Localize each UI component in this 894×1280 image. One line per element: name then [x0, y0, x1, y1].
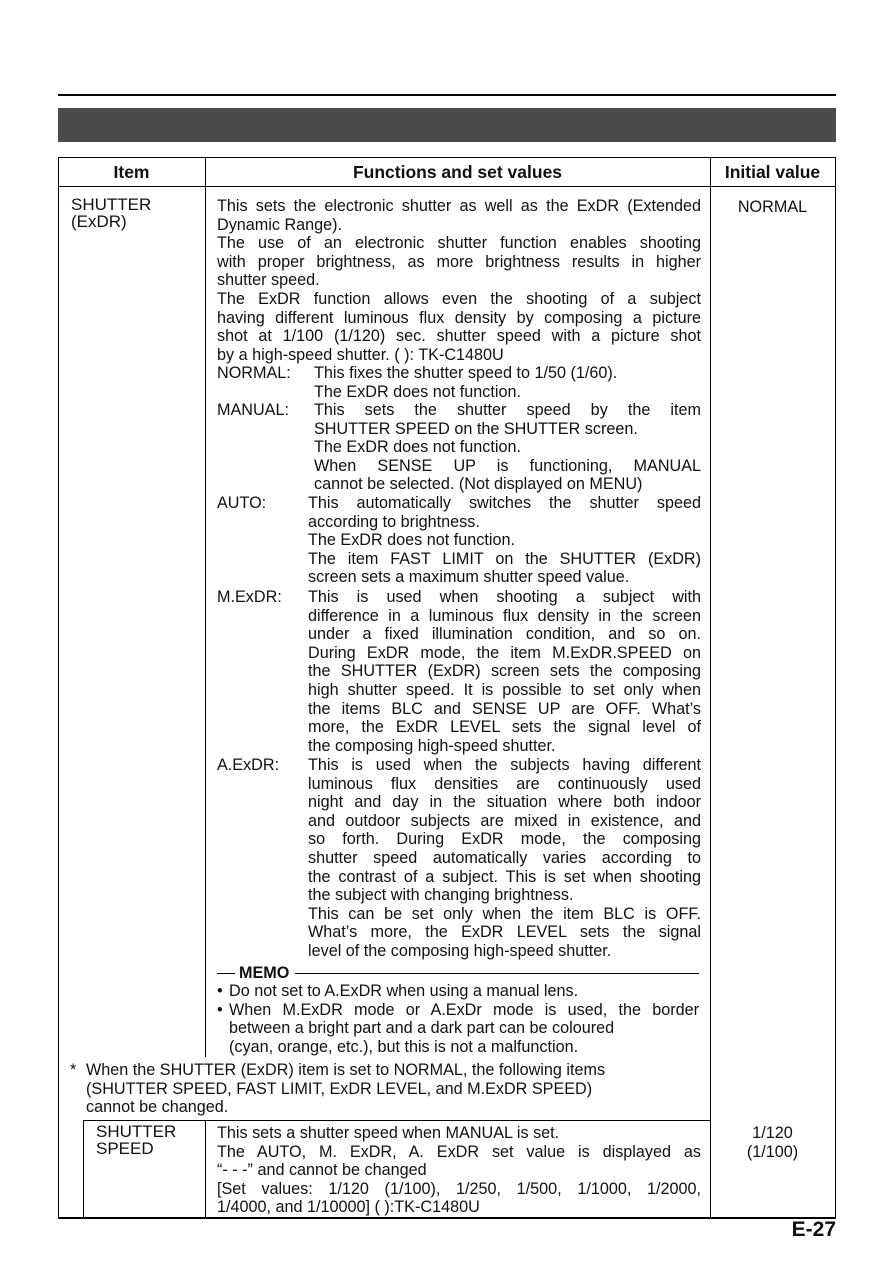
mode-label: MANUAL: — [217, 401, 289, 419]
header-initial-value: Initial value — [724, 162, 821, 182]
header-functions: Functions and set values — [352, 162, 563, 182]
mode-line: What’s more, the ExDR LEVEL sets the signal — [308, 923, 701, 942]
header-item: Item — [113, 162, 150, 182]
shutter-initial-value: NORMAL — [737, 198, 808, 216]
table-left-border — [58, 157, 59, 1217]
mode-line: the subject with changing brightness. — [308, 886, 574, 905]
header-bottom-border — [58, 186, 836, 187]
intro-line: with proper brightness, as more brightness results in higher — [217, 252, 701, 271]
memo-box — [217, 964, 699, 1056]
shutter-speed-name-line2: SPEED — [96, 1139, 154, 1158]
intro-line: Dynamic Range). — [217, 215, 343, 234]
initial-line1: 1/120 — [752, 1124, 793, 1142]
footnote-line: When the SHUTTER (ExDR) item is set to NORMAL, the following items — [86, 1061, 606, 1079]
shutter-speed-description — [217, 1124, 701, 1217]
footnote — [70, 1061, 710, 1117]
mode-line: under a fixed illumination condition, and so on. — [308, 625, 701, 644]
shutter-item-name — [71, 196, 151, 230]
mode-line: the SHUTTER (ExDR) screen sets the composing — [308, 662, 701, 681]
mode-line: SHUTTER SPEED on the SHUTTER screen. — [314, 419, 638, 438]
mode-line: and outdoor subjects are mixed in existence, and — [308, 811, 701, 830]
intro-line: The use of an electronic shutter function enables shooting — [217, 234, 701, 253]
memo-title: MEMO — [239, 963, 290, 982]
top-rule — [58, 94, 836, 96]
mode-line: according to brightness. — [308, 512, 480, 531]
mode-line: screen sets a maximum shutter speed value. — [308, 568, 630, 587]
shutter-speed-initial-value — [710, 1124, 835, 1161]
memo-header — [217, 964, 699, 982]
mode-line: the items BLC and SENSE UP are OFF. What’s — [308, 699, 701, 718]
memo-item — [217, 982, 699, 1001]
col-divider-item — [205, 157, 206, 1057]
mode-line: luminous flux densities are continuously used — [308, 774, 701, 793]
intro-line: shot at 1/100 (1/120) sec. shutter speed with a picture shot — [217, 327, 701, 346]
intro-line: having different luminous flux density by composing a picture — [217, 308, 701, 327]
memo-list — [217, 982, 699, 1056]
mode-line: This automatically switches the shutter speed — [308, 494, 701, 512]
footnote-star: * — [70, 1061, 77, 1079]
mode-line: cannot be selected. (Not displayed on MENU) — [314, 475, 643, 494]
shutter-speed-line: This sets a shutter speed when MANUAL is set. — [217, 1124, 560, 1142]
mode-label: AUTO: — [217, 494, 267, 512]
mode-line: night and day in the situation where both indoor — [308, 793, 701, 812]
intro-line: The ExDR function allows even the shooting of a subject — [217, 289, 701, 308]
mode-line: the composing high-speed shutter. — [308, 736, 556, 755]
bottom-rule — [58, 1217, 836, 1219]
shutter-speed-line: 1/4000, and 1/10000] ( ):TK-C1480U — [217, 1198, 480, 1217]
memo-item-line: between a bright part and a dark part can be coloured — [229, 1019, 615, 1038]
mode-line: The ExDR does not function. — [314, 438, 521, 457]
mode-line: level of the composing high-speed shutter. — [308, 941, 612, 960]
intro-line: shutter speed. — [217, 271, 320, 290]
initial-line2: (1/100) — [746, 1142, 799, 1161]
intro-line: This sets the electronic shutter as well as the ExDR (Extended — [217, 197, 701, 215]
memo-item-line: Do not set to A.ExDR when using a manual lens. — [229, 982, 579, 1000]
shutter-name-line2: (ExDR) — [71, 212, 127, 231]
mode-line: high shutter speed. It is possible to set only when — [308, 680, 701, 699]
bullet-icon: • — [217, 1000, 223, 1019]
shutter-speed-line: “- - -” and cannot be changed — [217, 1161, 427, 1180]
section-header-band — [58, 108, 836, 142]
memo-dash — [217, 973, 235, 974]
memo-item — [217, 1001, 699, 1057]
mode-line: This fixes the shutter speed to 1/50 (1/60). — [314, 364, 618, 382]
mode-line: This sets the shutter speed by the item — [314, 401, 701, 419]
mode-label: M.ExDR: — [217, 588, 282, 606]
shutter-name-line1: SHUTTER — [71, 195, 152, 214]
mode-line: This is used when the subjects having different — [308, 756, 701, 774]
mode-line: This can be set only when the item BLC is OFF. — [308, 904, 701, 923]
mode-line: difference in a luminous flux density in the screen — [308, 606, 701, 625]
page-number: E-27 — [791, 1218, 836, 1241]
shutter-speed-line: [Set values: 1/120 (1/100), 1/250, 1/500, 1/1000, 1/2000, — [217, 1179, 701, 1198]
mode-line: shutter speed automatically varies according to — [308, 848, 701, 867]
subrow-top-border — [83, 1120, 711, 1121]
mode-label: NORMAL: — [217, 364, 291, 382]
memo-rule — [295, 973, 699, 974]
shutter-speed-line: The AUTO, M. ExDR, A. ExDR set value is displayed as — [217, 1142, 701, 1161]
memo-item-line: (cyan, orange, etc.), but this is not a malfunction. — [229, 1037, 579, 1056]
mode-line: more, the ExDR LEVEL sets the signal level of — [308, 718, 701, 737]
table-right-border — [835, 157, 836, 1217]
shutter-intro — [217, 197, 701, 364]
memo-item-line: When M.ExDR mode or A.ExDr mode is used, the border — [229, 1000, 699, 1019]
shutter-speed-name-line1: SHUTTER — [96, 1122, 177, 1141]
subrow-col-divider — [205, 1120, 206, 1217]
footnote-line: (SHUTTER SPEED, FAST LIMIT, ExDR LEVEL, and M.ExDR SPEED) — [86, 1079, 593, 1098]
mode-line: so forth. During ExDR mode, the composing — [308, 830, 701, 849]
mode-line: The ExDR does not function. — [314, 382, 521, 401]
shutter-speed-item-name — [96, 1123, 176, 1157]
footnote-line: cannot be changed. — [86, 1098, 229, 1117]
mode-line: the contrast of a subject. This is set when shooting — [308, 867, 701, 886]
bullet-icon: • — [217, 982, 223, 1000]
mode-line: This is used when shooting a subject with — [308, 588, 701, 606]
mode-line: During ExDR mode, the item M.ExDR.SPEED on — [308, 643, 701, 662]
intro-line: by a high-speed shutter. ( ): TK-C1480U — [217, 345, 504, 364]
mode-line: The item FAST LIMIT on the SHUTTER (ExDR) — [308, 549, 701, 568]
mode-label: A.ExDR: — [217, 756, 280, 774]
mode-line: The ExDR does not function. — [308, 531, 515, 550]
mode-line: When SENSE UP is functioning, MANUAL — [314, 456, 701, 475]
subrow-left-border — [83, 1120, 84, 1217]
col-divider-initial — [710, 157, 711, 1217]
